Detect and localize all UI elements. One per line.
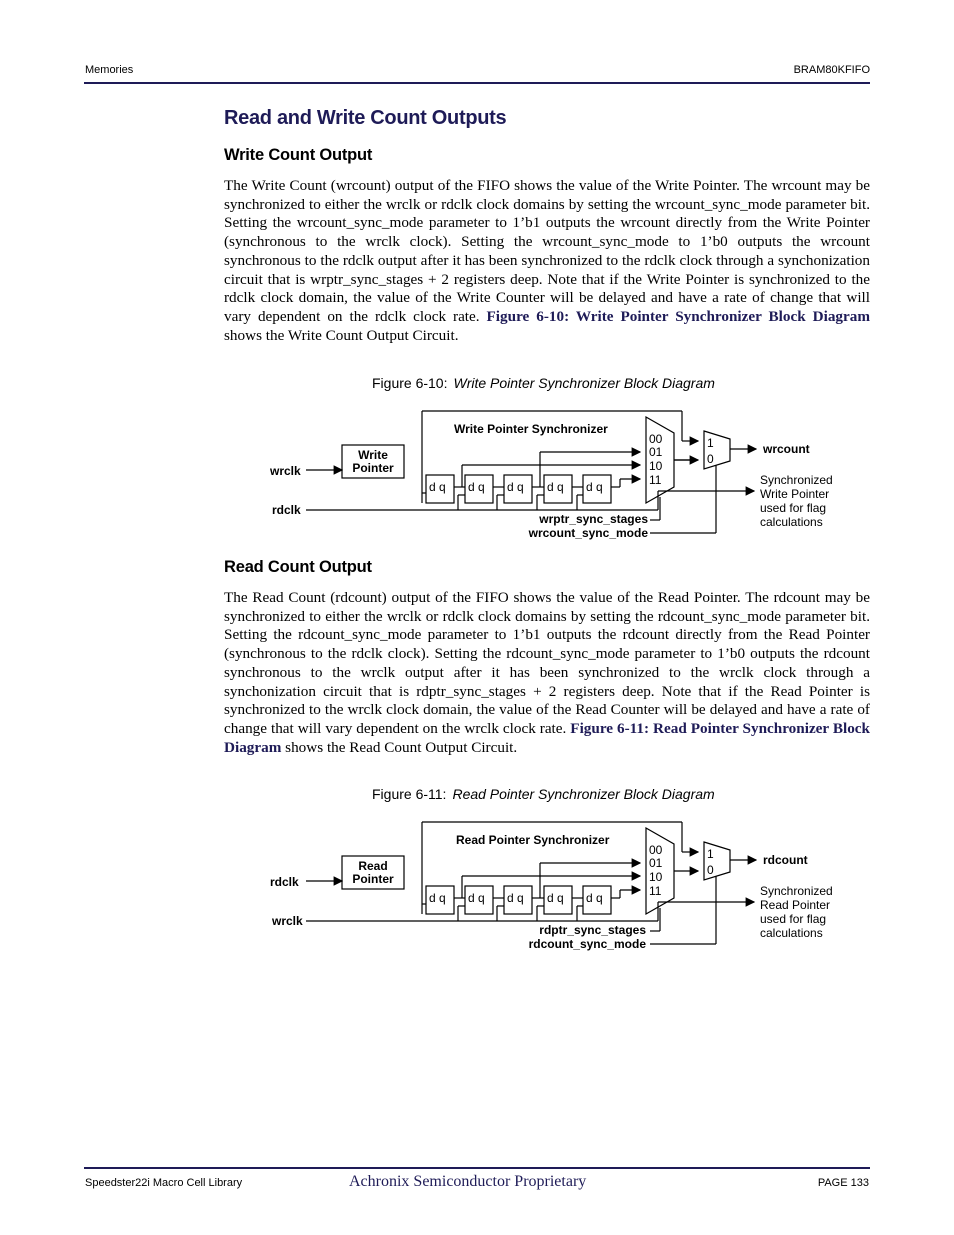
footer-proprietary: Achronix Semiconductor Proprietary [349, 1173, 587, 1190]
pointer-label-2: Pointer [352, 461, 394, 475]
pointer-label-2: Pointer [352, 872, 394, 886]
ff-label: d q [586, 480, 603, 494]
figure-number: Figure 6-10: [372, 375, 448, 391]
write-count-heading: Write Count Output [224, 146, 373, 164]
mux-in-1: 01 [649, 445, 663, 459]
mux-in-3: 11 [649, 884, 662, 898]
sync-note-2: Read Pointer [760, 898, 831, 912]
ff-chain [426, 886, 611, 914]
sync-note-3: used for flag [760, 912, 827, 926]
ff-label: d q [429, 891, 446, 905]
mux-in-2: 10 [649, 870, 663, 884]
footer-library-name: Speedster22i Macro Cell Library [85, 1177, 243, 1189]
mux2-in-1: 1 [707, 436, 714, 450]
clk-a-label: rdclk [270, 875, 299, 889]
sync-note-1: Synchronized [760, 884, 833, 898]
write-paragraph-text: The Write Count (wrcount) output of the FIFO shows the value of the Write Pointer. The wrcount may be synchronized to either the wrclk or rdclk clock domains by setting the wrcount_sync_mode parameter bit. Setting the wrcount_sync_mode parameter to 1’b1 outputs the wrcount directly from the Write Pointer (synchronous to the wrclk clock). Setting the wrcount_sync_mode to 1’b0 outputs the wrcount synchronous to the rdclk output after it has been synchronized to the rdclk clock through a synchonization circuit that is wrptr_sync_stages + 2 registers deep. Note that if the Write Pointer is synchronized to the rdclk clock domain, the value of the Write Counter will be delayed and have a rate of change that will vary dependent on the rdclk clock rate. [224, 177, 870, 325]
ff-label: d q [468, 480, 485, 494]
sync-note-3: used for flag [760, 501, 827, 515]
footer-divider [84, 1167, 870, 1169]
clk-a-label: wrclk [270, 464, 301, 478]
read-count-paragraph [224, 589, 870, 757]
sync-label: Read Pointer Synchronizer [456, 833, 610, 847]
pointer-label-1: Write [358, 448, 388, 462]
ff-chain [426, 475, 611, 503]
output-label: rdcount [763, 853, 808, 867]
figure-6-10-caption [372, 375, 715, 391]
output-label: wrcount [763, 442, 810, 456]
sync-label: Write Pointer Synchronizer [454, 422, 608, 436]
ff-label: d q [547, 891, 564, 905]
mux-in-3: 11 [649, 473, 662, 487]
stages-label: wrptr_sync_stages [539, 512, 648, 526]
figure-title: Read Pointer Synchronizer Block Diagram [452, 786, 715, 802]
ff-label: d q [468, 891, 485, 905]
mux2-in-0: 0 [707, 452, 714, 466]
figure-title: Write Pointer Synchronizer Block Diagram [453, 375, 715, 391]
write-count-paragraph [224, 177, 870, 345]
mux2-in-0: 0 [707, 863, 714, 877]
read-count-heading: Read Count Output [224, 558, 372, 576]
mux2-in-1: 1 [707, 847, 714, 861]
ff-label: d q [586, 891, 603, 905]
sync-note-2: Write Pointer [760, 487, 830, 501]
read-paragraph-tail: shows the Read Count Output Circuit. [281, 738, 518, 756]
read-paragraph-text: The Read Count (rdcount) output of the FIFO shows the value of the Read Pointer. The rdcount may be synchronized to either the wrclk or rdclk clock domains by setting the rdcount_sync_mode parameter bit. Setting the rdcount_sync_mode parameter to 1’b1 outputs the rdcount directly from the Read Pointer (synchronous to the rdclk clock). Setting the rdcount_sync_mode parameter to 1’b0 outputs the rdcount synchronous to the wrclk output after it has been synchronized to the wrclk clock through a synchonization circuit that is rdptr_sync_stages + 2 registers deep. Note that if the Read Pointer is synchronized to the wrclk clock domain, the value of the Read Counter will be delayed and have a rate of change that will vary dependent on the wrclk clock rate. [224, 589, 870, 737]
write-paragraph-tail: shows the Write Count Output Circuit. [224, 326, 459, 344]
ff-label: d q [507, 891, 524, 905]
mux-in-0: 00 [649, 843, 663, 857]
mode-label: rdcount_sync_mode [528, 937, 646, 951]
read-pointer-diagram [260, 816, 850, 961]
figure-6-11-caption [372, 786, 715, 802]
mux-in-2: 10 [649, 459, 663, 473]
write-pointer-diagram [260, 405, 850, 550]
clk-b-label: rdclk [272, 503, 301, 517]
clk-b-label: wrclk [272, 914, 303, 928]
stages-label: rdptr_sync_stages [539, 923, 646, 937]
page-number: PAGE 133 [817, 1177, 869, 1189]
header-divider [84, 82, 870, 84]
figure-6-10-link[interactable]: Figure 6-10: Write Pointer Synchronizer Block Diagram [486, 307, 870, 325]
mode-label: wrcount_sync_mode [528, 526, 648, 540]
sync-note-4: calculations [760, 515, 823, 529]
pointer-label-1: Read [358, 859, 388, 873]
header-cell-name: BRAM80KFIFO [793, 64, 870, 76]
ff-label: d q [507, 480, 524, 494]
header-section-name: Memories [85, 64, 134, 76]
mux-in-0: 00 [649, 432, 663, 446]
figure-6-11-link[interactable]: Figure 6-11: Read Pointer Synchronizer Block Diagram [224, 719, 870, 756]
ff-label: d q [429, 480, 446, 494]
figure-number: Figure 6-11: [372, 786, 447, 802]
mux-in-1: 01 [649, 856, 663, 870]
sync-note-4: calculations [760, 926, 823, 940]
section-title: Read and Write Count Outputs [224, 107, 507, 129]
ff-label: d q [547, 480, 564, 494]
sync-note-1: Synchronized [760, 473, 833, 487]
